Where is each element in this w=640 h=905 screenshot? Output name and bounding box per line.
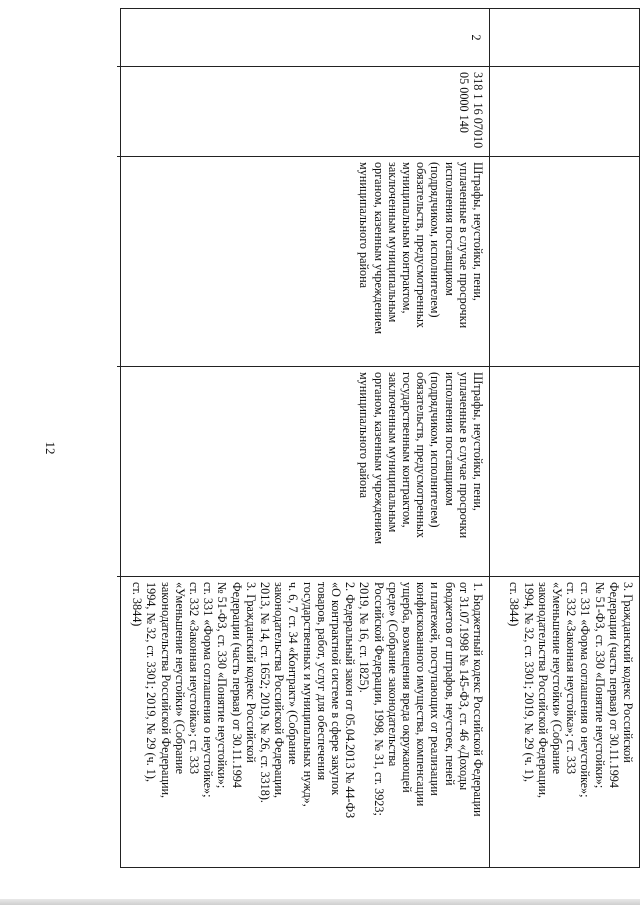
row-index: 2: [469, 34, 483, 41]
legal-basis-line: ст. 331 «Форма соглашения о неустойке»;: [201, 582, 216, 798]
legal-basis-line: ч. 6, 7 ст. 34 «Контракт» (Собрание: [286, 582, 301, 765]
legal-basis-line: ст. 331 «Форма соглашения о неустойке»;: [578, 582, 593, 798]
name-line: муниципального района: [357, 162, 372, 289]
name-line: (подрядчиком, исполнителем): [428, 162, 443, 318]
legal-basis-cell: [117, 577, 489, 869]
revenue-table: [120, 8, 640, 868]
code-cell: [490, 67, 639, 157]
legal-basis-line: государственных и муниципальных нужд»,: [300, 582, 315, 807]
row-index-cell: [117, 9, 489, 67]
legal-basis-line: Федерации (часть первая) от 30.11.1994: [229, 582, 244, 788]
legal-basis-line: 1. Бюджетный кодекс Российской Федерации: [471, 582, 485, 817]
code-line: 318 1 16 07010: [471, 72, 485, 149]
name-line: заключенным муниципальным: [385, 162, 400, 323]
code-line: 05 0000 140: [456, 72, 471, 133]
description-cell: [117, 367, 489, 577]
legal-basis-line: № 51-ФЗ, ст. 330 «Понятие неустойки»;: [215, 582, 230, 789]
table-row: [489, 9, 639, 867]
legal-basis-line: ст. 332 «Законная неустойка»; ст. 333: [564, 582, 579, 775]
legal-basis-line: «Уменьшение неустойки» (Собрание: [549, 582, 564, 775]
name-cell: [490, 157, 639, 367]
code-cell: [117, 67, 489, 157]
legal-basis-line: законодательства Российской Федерации,: [535, 582, 550, 799]
description-line: Штрафы, неустойки, пени,: [471, 372, 485, 511]
name-line: исполнения поставщиком: [442, 162, 457, 296]
legal-basis-line: 3. Гражданский кодекс Российской: [243, 582, 258, 763]
legal-basis-line: конфискованного имущества, компенсации: [414, 582, 429, 807]
description-line: государственным контрактом,: [399, 372, 414, 528]
legal-basis-line: 1994, № 32, ст. 3301; 2019, № 29 (ч. 1),: [521, 582, 536, 783]
description-line: муниципального района: [357, 372, 372, 499]
legal-basis-line: 2019, № 16, ст. 1825).: [357, 582, 372, 693]
table-row: [117, 9, 489, 867]
legal-basis-line: от 31.07.1998 № 145-ФЗ, ст. 46 «Доходы: [456, 582, 471, 791]
legal-basis-line: «Уменьшение неустойки» (Собрание: [172, 582, 187, 775]
description-line: заключенным муниципальным: [385, 372, 400, 533]
name-line: органом, казенным учреждением: [371, 162, 386, 335]
legal-basis-line: 2013, № 14, ст. 1652; 2019, № 26, ст. 3318).: [257, 582, 272, 803]
legal-basis-line: законодательства Российской Федерации,: [272, 582, 287, 799]
legal-basis-line: бюджетов от штрафов, неустоек, пеней: [442, 582, 457, 786]
legal-basis-line: 3. Гражданский кодекс Российской: [621, 582, 635, 763]
legal-basis-line: и платежей, поступающих от реализации: [428, 582, 443, 796]
legal-basis-line: Российской Федерации, 1998, № 31, ст. 3923;: [371, 582, 386, 816]
description-line: органом, казенным учреждением: [371, 372, 386, 545]
legal-basis-line: 1994, № 32, ст. 3301; 2019, № 29 (ч. 1),: [144, 582, 159, 783]
description-line: (подрядчиком, исполнителем): [428, 372, 443, 528]
name-line: Штрафы, неустойки, пени,: [471, 162, 485, 301]
name-line: муниципальным контрактом,: [399, 162, 414, 314]
legal-basis-line: товаров, работ, услуг для обеспечения: [314, 582, 329, 781]
legal-basis-cell: [490, 577, 639, 869]
name-line: обязательств, предусмотренных: [414, 162, 429, 328]
row-index-cell: [490, 9, 639, 67]
legal-basis-line: ущерба, возмещения вреда окружающей: [399, 582, 414, 793]
legal-basis-line: законодательства Российской Федерации,: [158, 582, 173, 799]
legal-basis-line: № 51-ФЗ, ст. 330 «Понятие неустойки»;: [592, 582, 607, 789]
legal-basis-line: ст. 332 «Законная неустойка»; ст. 333: [186, 582, 201, 775]
legal-basis-line: ст. 3844): [130, 582, 145, 627]
name-line: уплаченные в случае просрочки: [456, 162, 471, 329]
legal-basis-line: ст. 3844): [507, 582, 522, 627]
description-line: исполнения поставщиком: [442, 372, 457, 506]
legal-basis-line: среде» (Собрание законодательства: [385, 582, 400, 767]
description-line: обязательств, предусмотренных: [414, 372, 429, 538]
description-line: уплаченные в случае просрочки: [456, 372, 471, 539]
legal-basis-line: «О контрактной системе в сфере закупок: [328, 582, 343, 796]
legal-basis-line: 2. Федеральный закон от 05.04.2013 № 44-ФЗ: [343, 582, 358, 819]
scan-edge: [0, 899, 640, 905]
description-cell: [490, 367, 639, 577]
legal-basis-line: Федерации (часть первая) от 30.11.1994: [606, 582, 621, 788]
name-cell: [117, 157, 489, 367]
page-number: 12: [43, 441, 58, 455]
